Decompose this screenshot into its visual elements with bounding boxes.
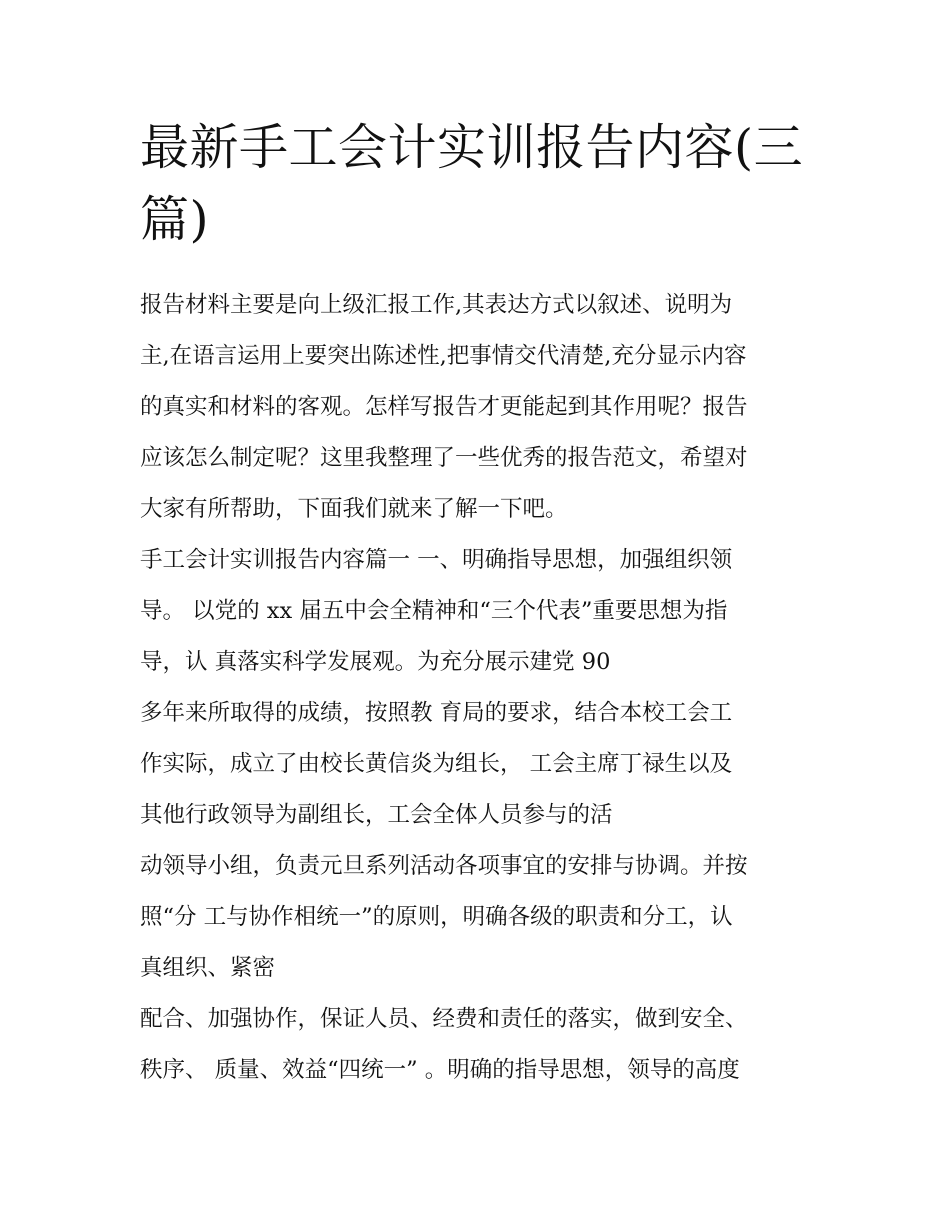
body-line: 配合、加强协作，保证人员、经费和责任的落实，做到安全、 <box>140 1006 748 1032</box>
body-line: 导。 以党的 xx 届五中会全精神和“三个代表”重要思想为指 <box>140 598 728 624</box>
body-line: 应该怎么制定呢？这里我整理了一些优秀的报告范文，希望对 <box>140 445 748 471</box>
body-line: 的真实和材料的客观。怎样写报告才更能起到其作用呢？报告 <box>140 394 748 420</box>
body-line: 大家有所帮助，下面我们就来了解一下吧。 <box>140 496 568 522</box>
body-line: 照“分 工与协作相统一”的原则，明确各级的职责和分工，认 <box>140 904 733 930</box>
body-line: 导，认 真落实科学发展观。为充分展示建党 90 <box>140 649 611 675</box>
body-line: 动领导小组，负责元旦系列活动各项事宜的安排与协调。并按 <box>140 853 748 879</box>
body-line: 真组织、紧密 <box>140 955 276 981</box>
body-line: 秩序、 质量、效益“四统一” 。明确的指导思想，领导的高度 <box>140 1057 740 1083</box>
document-body <box>140 280 830 1096</box>
title-line-2: 篇) <box>140 191 210 248</box>
body-line: 报告材料主要是向上级汇报工作,其表达方式以叙述、说明为 <box>140 292 733 318</box>
body-line: 主,在语言运用上要突出陈述性,把事情交代清楚,充分显示内容 <box>140 343 747 369</box>
title-line-1: 最新手工会计实训报告内容(三 <box>140 119 804 176</box>
body-line: 其他行政领导为副组长，工会全体人员参与的活 <box>140 802 613 828</box>
document-title <box>140 112 830 256</box>
body-line: 多年来所取得的成绩，按照教 育局的要求，结合本校工会工 <box>140 700 733 726</box>
body-line: 手工会计实训报告内容篇一 一、明确指导思想，加强组织领 <box>140 547 733 573</box>
body-line: 作实际，成立了由校长黄信炎为组长， 工会主席丁禄生以及 <box>140 751 733 777</box>
